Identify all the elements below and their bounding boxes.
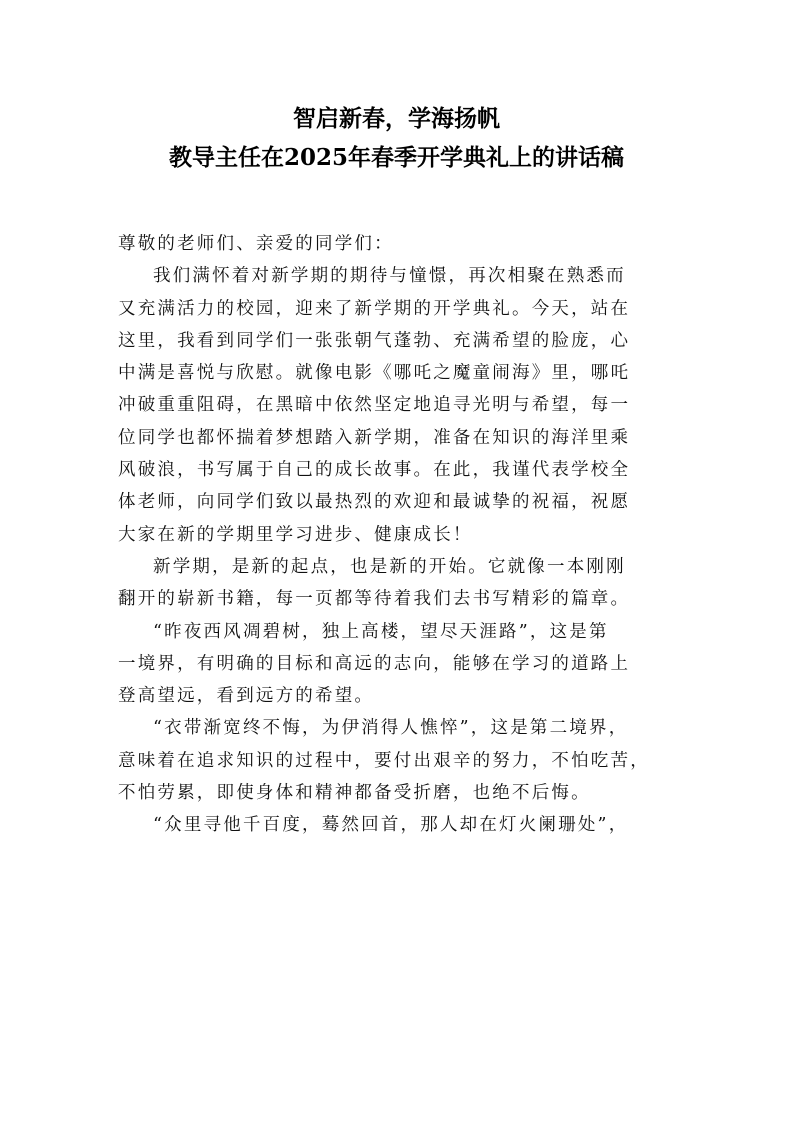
text-line: 翻开的崭新书籍，每一页都等待着我们去书写精彩的篇章。	[118, 589, 631, 610]
text-line: 一境界，有明确的目标和高远的志向，能够在学习的道路上	[118, 653, 631, 674]
document-body	[118, 228, 676, 842]
text-line: “衣带渐宽终不悔，为伊消得人憔悴”，这是第二境界，	[153, 718, 629, 739]
paragraph-3	[118, 616, 676, 713]
text-line: 我们满怀着对新学期的期待与憧憬，再次相聚在熟悉而	[153, 266, 626, 287]
text-line: 不怕劳累，即使身体和精神都备受折磨，也绝不后悔。	[118, 783, 591, 804]
paragraph-1	[118, 260, 676, 551]
text-line: 又充满活力的校园，迎来了新学期的开学典礼。今天，站在	[118, 298, 631, 319]
paragraph-4	[118, 712, 676, 809]
text-line: 新学期，是新的起点，也是新的开始。它就像一本刚刚	[153, 556, 626, 577]
text-line: 意味着在追求知识的过程中，要付出艰辛的努力，不怕吃苦，	[118, 750, 650, 771]
document-title: 智启新春，学海扬帆	[293, 105, 500, 132]
text-line: 冲破重重阻碍，在黑暗中依然坚定地追寻光明与希望，每一	[118, 395, 631, 416]
text-line: 风破浪，书写属于自己的成长故事。在此，我谨代表学校全	[118, 460, 631, 481]
text-line: 位同学也都怀揣着梦想踏入新学期，准备在知识的海洋里乘	[118, 427, 631, 448]
salutation: 尊敬的老师们、亲爱的同学们：	[118, 234, 394, 254]
text-line: “众里寻他千百度，蓦然回首，那人却在灯火阑珊处”，	[153, 815, 629, 836]
paragraph-5	[118, 809, 676, 841]
paragraph-2	[118, 551, 676, 616]
text-line: 体老师，向同学们致以最热烈的欢迎和最诚挚的祝福，祝愿	[118, 492, 631, 513]
text-line: 这里，我看到同学们一张张朝气蓬勃、充满希望的脸庞，心	[118, 330, 631, 351]
text-line: 登高望远，看到远方的希望。	[118, 686, 375, 707]
document-subtitle: 教导主任在2025年春季开学典礼上的讲话稿	[168, 144, 624, 171]
text-line: 大家在新的学期里学习进步、健康成长！	[118, 524, 473, 545]
text-line: 中满是喜悦与欣慰。就像电影《哪吒之魔童闹海》里，哪吒	[118, 363, 631, 384]
text-line: “昨夜西风凋碧树，独上高楼，望尽天涯路”，这是第	[153, 621, 609, 642]
